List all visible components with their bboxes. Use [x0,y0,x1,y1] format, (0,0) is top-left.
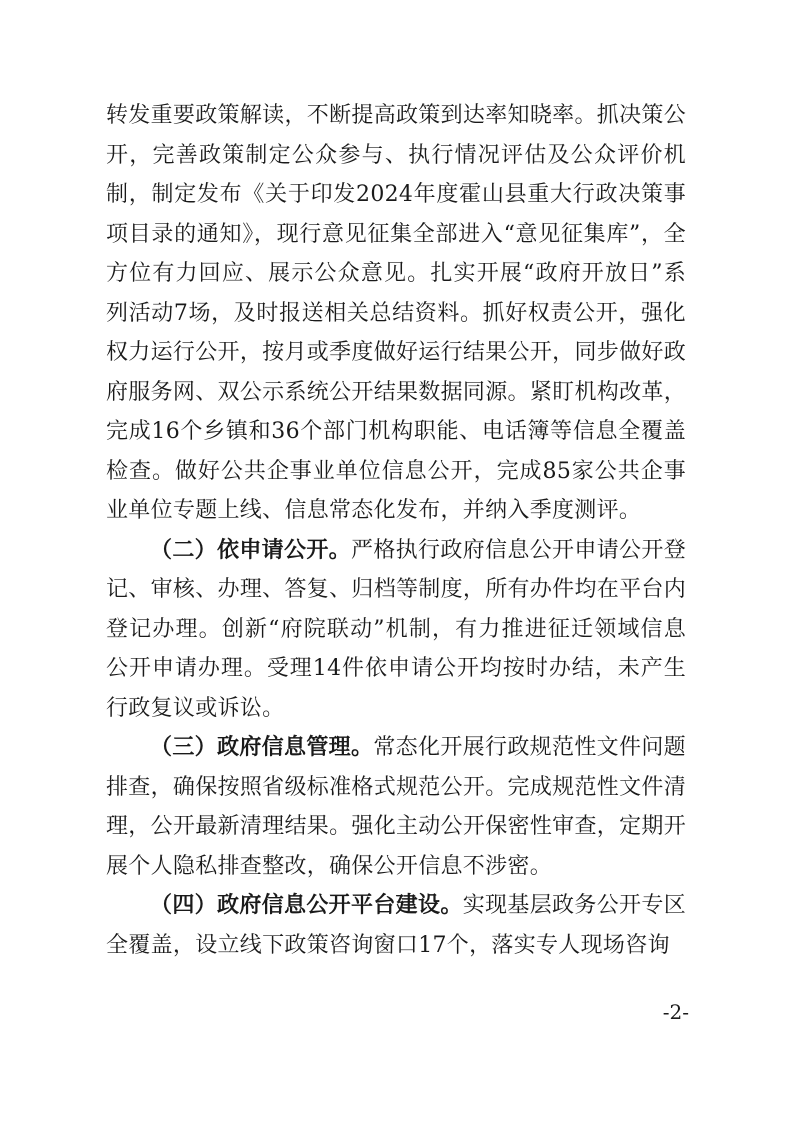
paragraph-4 [106,886,686,965]
page-number: -2- [662,1000,689,1024]
paragraph-3 [106,728,686,886]
paragraph-4-heading: （四）政府信息公开平台建设。 [150,892,463,918]
paragraph-2-text: 严格执行政府信息公开申请公开登记、审核、办理、答复、归档等制度，所有办件均在平台内登记办理。创新“府院联动”机制，有力推进征迁领域信息公开申请办理。受理14件依申请公开均按时办结，未产生行政复议或诉讼。 [106,537,686,721]
paragraph-2 [106,531,686,729]
document-body [106,96,686,965]
paragraph-2-heading: （二）依申请公开。 [150,536,352,563]
paragraph-1-text: 转发重要政策解读，不断提高政策到达率知晓率。抓决策公开，完善政策制定公众参与、执行情况评估及公众评价机制，制定发布《关于印发2024年度霍山县重大行政决策事项目录的通知》，现行意见征集全部进入“意见征集库”，全方位有力回应、展示公众意见。扎实开展“政府开放日”系列活动7场，及时报送相关总结资料。抓好权责公开，强化权力运行公开，按月或季度做好运行结果公开，同步做好政府服务网、双公示系统公开结果数据同源。紧盯机构改革，完成16个乡镇和36个部门机构职能、电话簿等信息全覆盖检查。做好公共企事业单位信息公开，完成85家公共企事业单位专题上线、信息常态化发布，并纳入季度测评。 [106,103,686,523]
paragraph-3-heading: （三）政府信息管理。 [150,734,374,760]
paragraph-4-text: 实现基层政务公开专区全覆盖，设立线下政策咨询窗口17个，落实专人现场咨询 [106,893,686,958]
paragraph-3-text: 常态化开展行政规范性文件问题排查，确保按照省级标准格式规范公开。完成规范性文件清理，公开最新清理结果。强化主动公开保密性审查，定期开展个人隐私排查整改，确保公开信息不涉密。 [106,735,686,879]
paragraph-1 [106,96,686,531]
